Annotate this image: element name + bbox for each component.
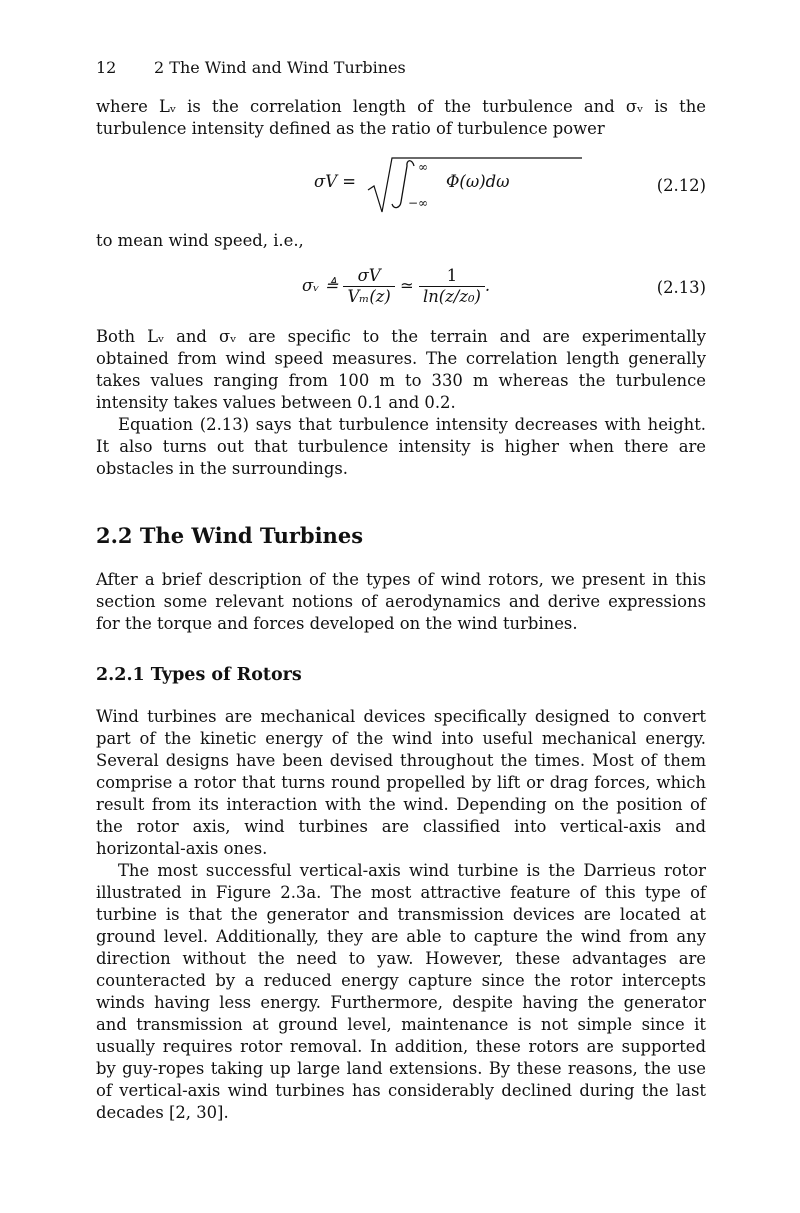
paragraph-rotors: Wind turbines are mechanical devices specifically designed to convert part of the kinetic energy of the wind into useful mechanical energy. Several designs have been devised throughout the times. Most of them comprise a rotor that turns round propelled by lift or drag forces, which result from its interaction with the wind. Depending on the position of the rotor axis, wind turbines are classified into vertical-axis and horizontal-axis ones. xyxy=(96,707,706,858)
equation-2-13 xyxy=(96,262,706,312)
section-intro-paragraph: After a brief description of the types of wind rotors, we present in this section some relevant notions of aerodynamics and derive expressions for the torque and forces developed on the wind turbines. xyxy=(96,570,706,633)
eq213-num2: 1 xyxy=(419,266,485,287)
running-head xyxy=(96,58,406,77)
body-block xyxy=(96,326,706,480)
paragraph-darrieus: The most successful vertical-axis wind turbine is the Darrieus rotor illustrated in Figure 2.3a. The most attractive feature of this type of turbine is that the generator and transmission devices are located at ground level. Additionally, they are able to capture the wind from any direction without the need to yaw. However, these advantages are counteracted by a reduced energy capture since the rotor intercepts winds having less energy. Furthermore, despite having the generator and transmission at ground level, maintenance is not simple since it usually requires rotor removal. In addition, these rotors are supported by guy-ropes taking up large land extensions. By these reasons, the use of vertical-axis wind turbines has considerably declined during the last decades [2, 30]. xyxy=(96,861,706,1122)
eq213-lhs: σᵥ ≜ xyxy=(302,276,339,295)
section-intro-block xyxy=(96,569,706,635)
eq213-approx: ≃ xyxy=(400,276,414,295)
equation-2-12 xyxy=(96,152,706,214)
eq212-upper: ∞ xyxy=(418,160,428,174)
eq212-lhs: σV = xyxy=(314,172,356,191)
eq212-number: (2.12) xyxy=(656,176,706,195)
eq212-integrand: Φ(ω)dω xyxy=(446,172,510,191)
subsection-body xyxy=(96,706,706,1124)
eq213-body xyxy=(302,266,490,307)
eq213-period: . xyxy=(484,276,491,295)
eq213-den2: ln(z/z₀) xyxy=(422,287,481,306)
chapter-title: 2 The Wind and Wind Turbines xyxy=(154,58,406,77)
eq213-frac1 xyxy=(343,266,394,307)
intro-paragraph: where Lᵥ is the correlation length of the turbulence and σᵥ is the turbulence intensity defined as the ratio of turbulence power xyxy=(96,97,706,138)
eq213-den1: Vₘ(z) xyxy=(347,287,391,306)
eq212-lower: −∞ xyxy=(408,196,429,210)
paragraph-height: Equation (2.13) says that turbulence intensity decreases with height. It also turns out that turbulence intensity is higher when there are obstacles in the surroundings. xyxy=(96,415,706,478)
section-heading: 2.2 The Wind Turbines xyxy=(96,523,364,548)
subsection-heading: 2.2.1 Types of Rotors xyxy=(96,665,302,685)
intro-block xyxy=(96,96,706,140)
mid-block xyxy=(96,230,706,252)
paragraph-terrain: Both Lᵥ and σᵥ are specific to the terrain and are experimentally obtained from wind speed measures. The correlation length generally takes values ranging from 100 m to 330 m whereas the turbulence intensity takes values between 0.1 and 0.2. xyxy=(96,327,706,412)
eq213-num1: σV xyxy=(343,266,394,287)
page-number: 12 xyxy=(96,58,117,77)
eq213-number: (2.13) xyxy=(656,278,706,297)
eq213-frac2 xyxy=(419,266,485,307)
to-mean-text: to mean wind speed, i.e., xyxy=(96,231,304,250)
